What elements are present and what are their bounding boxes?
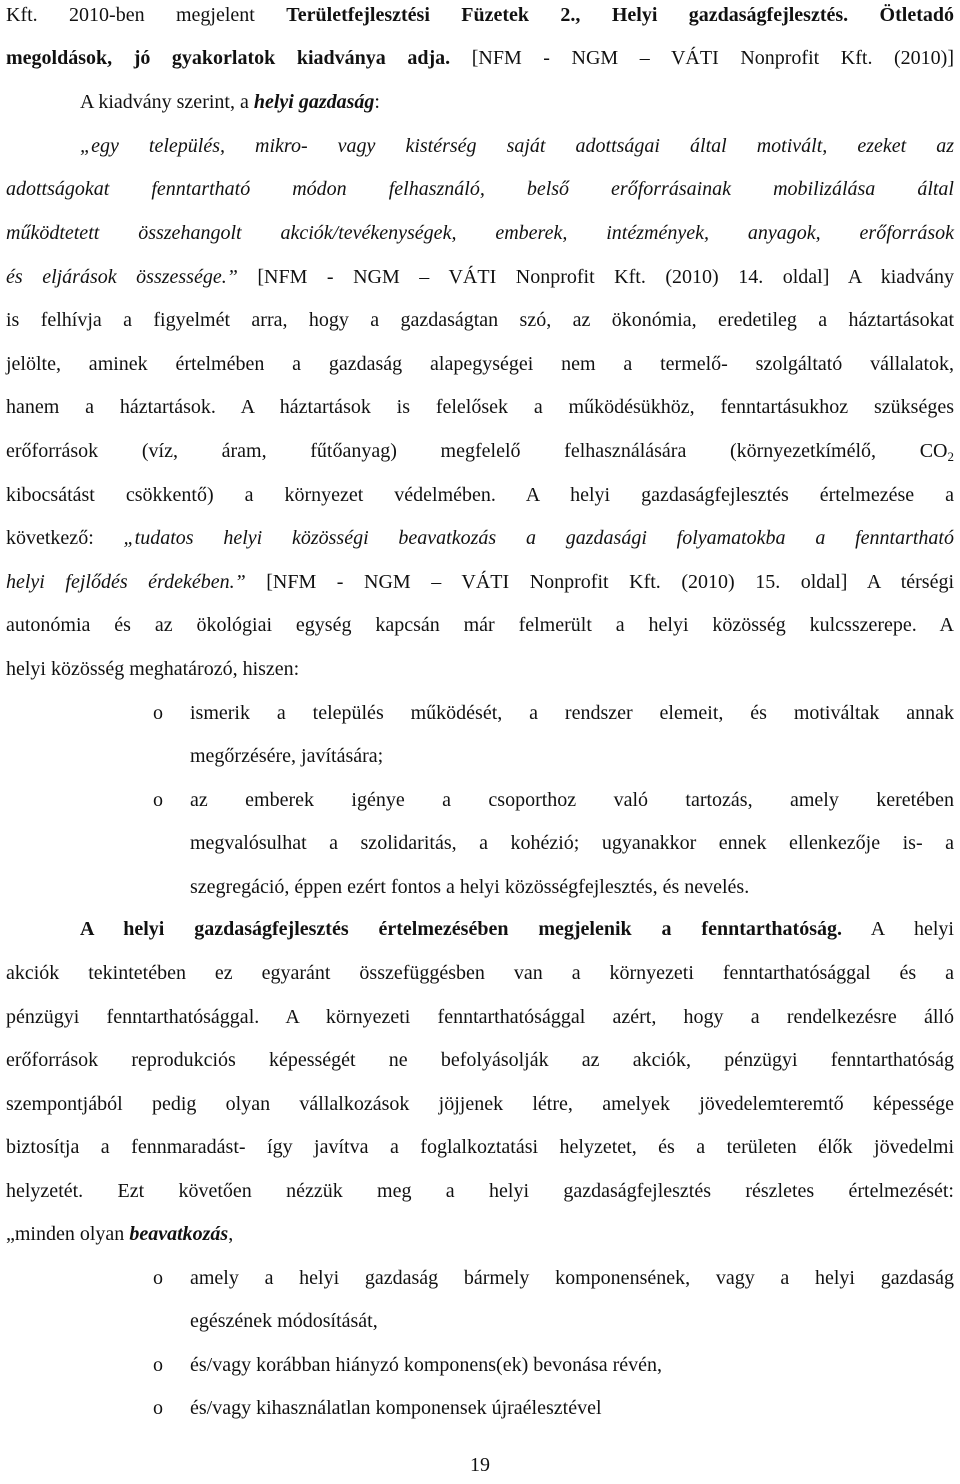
text-line: helyi közösség meghatározó, hiszen: bbox=[6, 658, 300, 680]
text-line bbox=[6, 264, 954, 290]
text-line bbox=[80, 916, 954, 942]
text-line: pénzügyi fenntarthatósággal. A környezeti fenntarthatósággal azért, hogy a rendelkezésre álló bbox=[6, 1006, 954, 1028]
bullet-marker: o bbox=[153, 702, 163, 724]
text-line bbox=[6, 45, 954, 71]
bullet-marker: o bbox=[153, 789, 163, 811]
list-item: az emberek igénye a csoporthoz való tartozás, amely keretében bbox=[190, 789, 954, 811]
quote-text: „tudatos helyi közösségi beavatkozás a gazdasági folyamatokba a fenntartható bbox=[123, 527, 954, 549]
publication-title: megoldások, jó gyakorlatok kiadványa adja. bbox=[6, 47, 451, 69]
text-run: erőforrások (víz, áram, fűtőanyag) megfelelő felhasználására (környezetkímélő, CO bbox=[6, 440, 948, 462]
quote-line: adottságokat fenntartható módon felhasználó, belső erőforrásainak mobilizálása által bbox=[6, 178, 954, 200]
text-run: „minden olyan bbox=[6, 1223, 130, 1245]
text-line: biztosítja a fennmaradást- így javítva a foglalkoztatási helyzetet, és a területen élők jövedelmi bbox=[6, 1136, 954, 1158]
text-run: : bbox=[374, 91, 380, 113]
quote-line: „egy település, mikro- vagy kistérség saját adottságai által motivált, ezeket az bbox=[80, 135, 954, 157]
text-line: erőforrások reprodukciós képességét ne befolyásolják az akciók, pénzügyi fenntarthatóság bbox=[6, 1049, 954, 1071]
text-run: , bbox=[228, 1223, 234, 1245]
list-item-continuation: szegregáció, éppen ezért fontos a helyi közösségfejlesztés, és nevelés. bbox=[190, 876, 750, 898]
text-run: A kiadvány szerint, a bbox=[80, 91, 254, 113]
text-line bbox=[6, 438, 954, 464]
page-number: 19 bbox=[470, 1454, 490, 1476]
quote-line: működtetett összehangolt akciók/tevékenységek, emberek, intézmények, anyagok, erőforrások bbox=[6, 222, 954, 244]
list-item-continuation: megőrzésére, javítására; bbox=[190, 745, 384, 767]
bullet-marker: o bbox=[153, 1397, 163, 1419]
text-run: Kft. 2010-ben megjelent bbox=[6, 4, 287, 26]
text-line bbox=[6, 2, 954, 28]
text-line: szempontjából pedig olyan vállalkozások jöjjenek létre, amelyek jövedelemteremtő képessége bbox=[6, 1093, 954, 1115]
defined-term: beavatkozás bbox=[129, 1223, 229, 1245]
list-item: és/vagy korábban hiányzó komponens(ek) bevonása révén, bbox=[190, 1354, 663, 1376]
citation: [NFM - NGM – VÁTI Nonprofit Kft. (2010) 14. oldal] A kiadvány bbox=[237, 266, 954, 288]
text-line bbox=[6, 1221, 954, 1247]
citation: [NFM - NGM – VÁTI Nonprofit Kft. (2010) 15. oldal] A térségi bbox=[245, 571, 955, 593]
text-line bbox=[80, 89, 954, 115]
text-line: jelölte, aminek értelmében a gazdaság alapegységei nem a termelő- szolgáltató vállalatok, bbox=[6, 353, 954, 375]
text-line: is felhívja a figyelmét arra, hogy a gazdaságtan szó, az ökonómia, eredetileg a háztartásokat bbox=[6, 309, 954, 331]
text-line bbox=[6, 569, 954, 595]
list-item-continuation: megvalósulhat a szolidaritás, a kohézió; ugyanakkor ennek ellenkezője is- a bbox=[190, 832, 954, 854]
list-item: ismerik a település működését, a rendszer elemeit, és motiváltak annak bbox=[190, 702, 954, 724]
text-run: A helyi bbox=[841, 918, 954, 940]
text-line: helyzetét. Ezt követően nézzük meg a helyi gazdaságfejlesztés részletes értelmezését: bbox=[6, 1180, 954, 1202]
text-line: akciók tekintetében ez egyaránt összefüggésben van a környezeti fenntarthatósággal és a bbox=[6, 962, 954, 984]
text-line bbox=[6, 525, 954, 551]
defined-term: helyi gazdaság bbox=[253, 91, 375, 113]
publication-title: Területfejlesztési Füzetek 2., Helyi gazdaságfejlesztés. Ötletadó bbox=[286, 4, 954, 26]
text-line: autonómia és az ökológiai egység kapcsán már felmerült a helyi közösség kulcsszerepe. A bbox=[6, 614, 954, 636]
quote-end: helyi fejlődés érdekében.” bbox=[6, 571, 246, 593]
list-item: és/vagy kihasználatlan komponensek újraélesztével bbox=[190, 1397, 602, 1419]
text-line: hanem a háztartások. A háztartások is felelősek a működésükhöz, fenntartásukhoz szükséges bbox=[6, 396, 954, 418]
bullet-marker: o bbox=[153, 1354, 163, 1376]
bullet-marker: o bbox=[153, 1267, 163, 1289]
text-run: következő: bbox=[6, 527, 124, 549]
citation: [NFM - NGM – VÁTI Nonprofit Kft. (2010)] bbox=[450, 47, 954, 69]
list-item: amely a helyi gazdaság bármely komponensének, vagy a helyi gazdaság bbox=[190, 1267, 954, 1289]
quote-end: és eljárások összessége.” bbox=[6, 266, 238, 288]
subscript: 2 bbox=[947, 449, 954, 464]
list-item-continuation: egészének módosítását, bbox=[190, 1310, 378, 1332]
text-line: kibocsátást csökkentő) a környezet védelmében. A helyi gazdaságfejlesztés értelmezése a bbox=[6, 484, 954, 506]
bold-statement: A helyi gazdaságfejlesztés értelmezésében megjelenik a fenntarthatóság. bbox=[80, 918, 842, 940]
